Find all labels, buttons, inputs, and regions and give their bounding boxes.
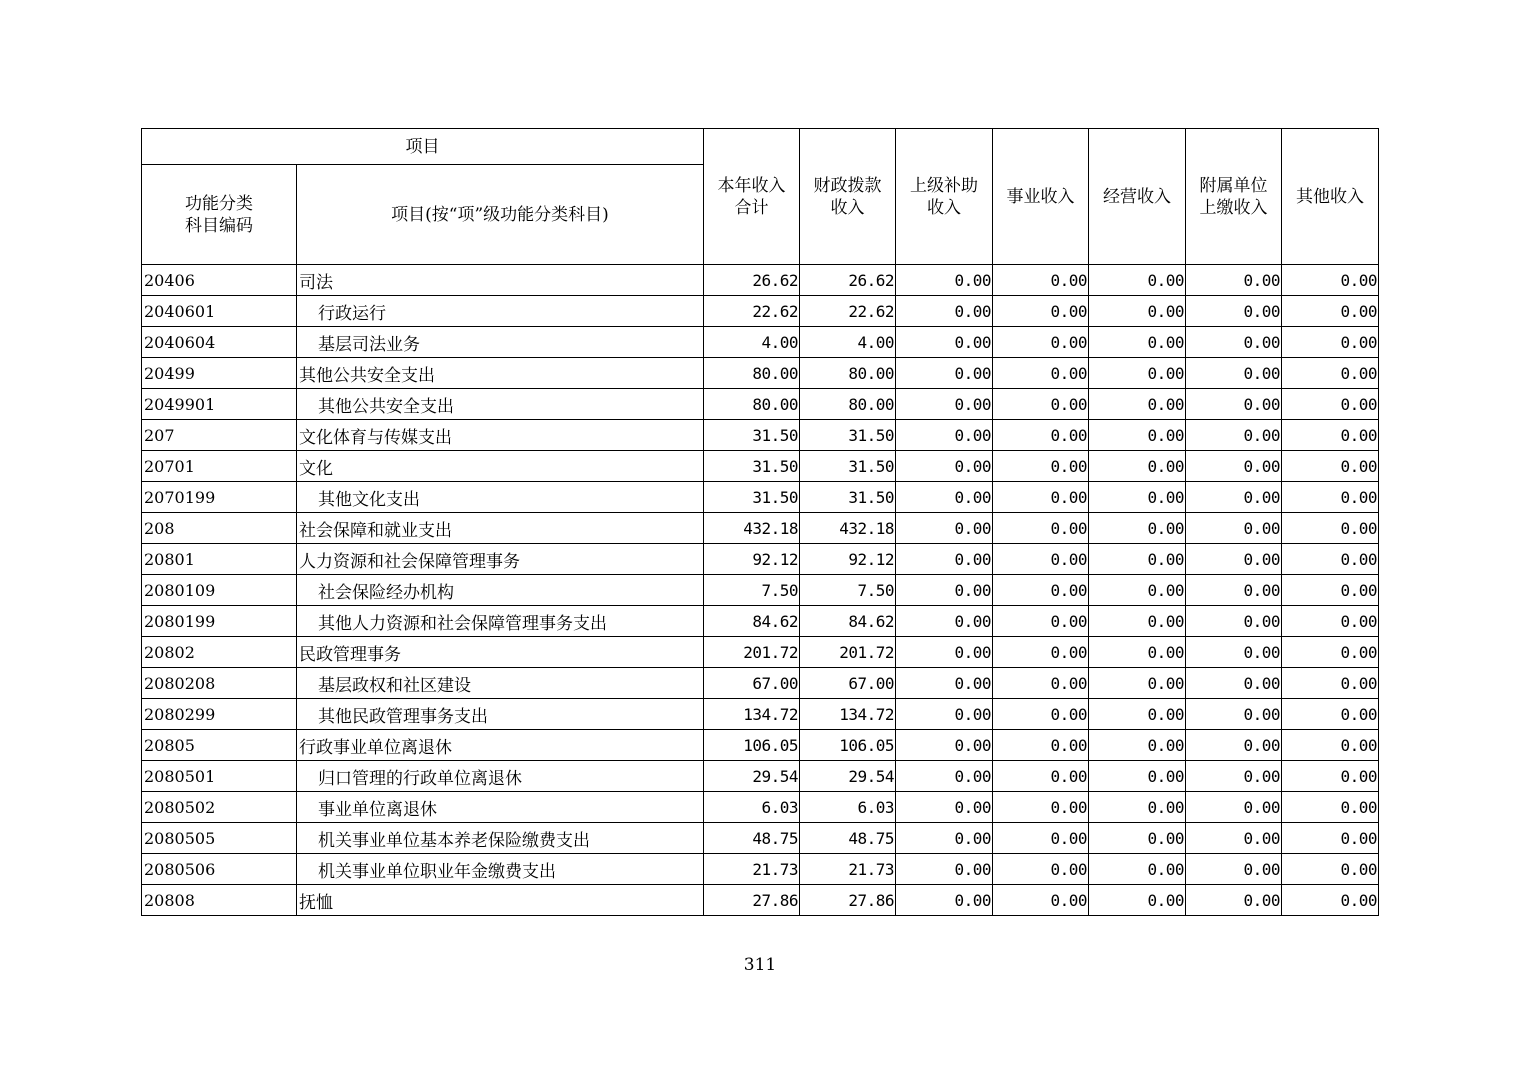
value-cell: 0.00 <box>993 668 1089 699</box>
value-cell: 0.00 <box>1089 327 1186 358</box>
value-cell: 0.00 <box>896 699 993 730</box>
value-cell: 0.00 <box>993 544 1089 575</box>
value-cell: 106.05 <box>800 730 896 761</box>
table-row <box>142 637 1379 668</box>
value-cell: 0.00 <box>896 792 993 823</box>
value-cell: 0.00 <box>896 823 993 854</box>
value-cell: 0.00 <box>896 854 993 885</box>
value-cell: 0.00 <box>1186 389 1282 420</box>
value-cell: 0.00 <box>1282 575 1379 606</box>
value-cell: 106.05 <box>704 730 800 761</box>
value-cell: 201.72 <box>704 637 800 668</box>
value-cell: 0.00 <box>1282 265 1379 296</box>
value-cell: 0.00 <box>896 513 993 544</box>
value-cell: 0.00 <box>993 513 1089 544</box>
value-cell: 0.00 <box>1282 606 1379 637</box>
value-cell: 0.00 <box>1186 296 1282 327</box>
value-cell: 29.54 <box>704 761 800 792</box>
value-cell: 27.86 <box>800 885 896 916</box>
value-cell: 0.00 <box>896 265 993 296</box>
header-total-income: 本年收入 合计 <box>704 129 800 265</box>
item-name-cell: 基层政权和社区建设 <box>297 668 704 699</box>
item-name-cell: 社会保险经办机构 <box>297 575 704 606</box>
value-cell: 92.12 <box>704 544 800 575</box>
value-cell: 0.00 <box>896 606 993 637</box>
value-cell: 0.00 <box>993 265 1089 296</box>
table-row <box>142 792 1379 823</box>
value-cell: 0.00 <box>896 296 993 327</box>
value-cell: 0.00 <box>1282 668 1379 699</box>
table-row <box>142 730 1379 761</box>
value-cell: 0.00 <box>1186 575 1282 606</box>
value-cell: 80.00 <box>704 358 800 389</box>
function-code-cell: 20801 <box>142 544 297 575</box>
value-cell: 0.00 <box>1089 885 1186 916</box>
value-cell: 0.00 <box>1089 420 1186 451</box>
value-cell: 0.00 <box>993 358 1089 389</box>
item-name-cell: 其他公共安全支出 <box>297 389 704 420</box>
value-cell: 0.00 <box>1186 792 1282 823</box>
value-cell: 7.50 <box>704 575 800 606</box>
value-cell: 22.62 <box>704 296 800 327</box>
value-cell: 0.00 <box>1089 730 1186 761</box>
function-code-cell: 2080506 <box>142 854 297 885</box>
value-cell: 0.00 <box>1186 451 1282 482</box>
value-cell: 0.00 <box>1089 451 1186 482</box>
value-cell: 0.00 <box>896 730 993 761</box>
table-row <box>142 358 1379 389</box>
value-cell: 0.00 <box>1282 451 1379 482</box>
value-cell: 0.00 <box>1282 482 1379 513</box>
value-cell: 0.00 <box>1089 265 1186 296</box>
value-cell: 84.62 <box>800 606 896 637</box>
item-name-cell: 社会保障和就业支出 <box>297 513 704 544</box>
value-cell: 6.03 <box>800 792 896 823</box>
item-name-cell: 其他文化支出 <box>297 482 704 513</box>
value-cell: 0.00 <box>993 823 1089 854</box>
header-item-group: 项目 <box>142 129 704 165</box>
page-number: 311 <box>743 955 777 975</box>
item-name-cell: 行政运行 <box>297 296 704 327</box>
value-cell: 27.86 <box>704 885 800 916</box>
function-code-cell: 208 <box>142 513 297 544</box>
function-code-cell: 20406 <box>142 265 297 296</box>
value-cell: 0.00 <box>1186 699 1282 730</box>
value-cell: 48.75 <box>704 823 800 854</box>
item-name-cell: 归口管理的行政单位离退休 <box>297 761 704 792</box>
item-name-cell: 其他民政管理事务支出 <box>297 699 704 730</box>
value-cell: 0.00 <box>993 420 1089 451</box>
value-cell: 201.72 <box>800 637 896 668</box>
value-cell: 0.00 <box>1282 761 1379 792</box>
item-name-cell: 文化体育与传媒支出 <box>297 420 704 451</box>
function-code-cell: 2080109 <box>142 575 297 606</box>
function-code-cell: 20701 <box>142 451 297 482</box>
value-cell: 0.00 <box>1282 358 1379 389</box>
header-other-income: 其他收入 <box>1282 129 1379 265</box>
value-cell: 0.00 <box>896 637 993 668</box>
function-code-cell: 2080208 <box>142 668 297 699</box>
function-code-cell: 2080505 <box>142 823 297 854</box>
table-row <box>142 544 1379 575</box>
table-row <box>142 854 1379 885</box>
table-row <box>142 265 1379 296</box>
value-cell: 26.62 <box>704 265 800 296</box>
item-name-cell: 民政管理事务 <box>297 637 704 668</box>
table-row <box>142 420 1379 451</box>
item-name-cell: 司法 <box>297 265 704 296</box>
item-name-cell: 行政事业单位离退休 <box>297 730 704 761</box>
item-name-cell: 人力资源和社会保障管理事务 <box>297 544 704 575</box>
function-code-cell: 2080501 <box>142 761 297 792</box>
value-cell: 0.00 <box>896 420 993 451</box>
value-cell: 134.72 <box>704 699 800 730</box>
value-cell: 0.00 <box>1282 730 1379 761</box>
table-row <box>142 451 1379 482</box>
function-code-cell: 2040604 <box>142 327 297 358</box>
value-cell: 0.00 <box>896 358 993 389</box>
value-cell: 0.00 <box>993 761 1089 792</box>
value-cell: 0.00 <box>1186 482 1282 513</box>
table-body <box>142 265 1379 916</box>
table-row <box>142 389 1379 420</box>
value-cell: 432.18 <box>704 513 800 544</box>
value-cell: 0.00 <box>993 637 1089 668</box>
value-cell: 7.50 <box>800 575 896 606</box>
table-row <box>142 885 1379 916</box>
value-cell: 31.50 <box>800 482 896 513</box>
item-name-cell: 文化 <box>297 451 704 482</box>
function-code-cell: 20805 <box>142 730 297 761</box>
function-code-cell: 2049901 <box>142 389 297 420</box>
function-code-cell: 2080199 <box>142 606 297 637</box>
value-cell: 0.00 <box>1089 606 1186 637</box>
value-cell: 0.00 <box>993 885 1089 916</box>
value-cell: 0.00 <box>896 544 993 575</box>
value-cell: 0.00 <box>1186 327 1282 358</box>
value-cell: 0.00 <box>1186 544 1282 575</box>
table-row <box>142 606 1379 637</box>
value-cell: 29.54 <box>800 761 896 792</box>
value-cell: 0.00 <box>1186 637 1282 668</box>
item-name-cell: 事业单位离退休 <box>297 792 704 823</box>
value-cell: 0.00 <box>1282 420 1379 451</box>
value-cell: 432.18 <box>800 513 896 544</box>
value-cell: 0.00 <box>1282 854 1379 885</box>
value-cell: 0.00 <box>993 606 1089 637</box>
value-cell: 134.72 <box>800 699 896 730</box>
value-cell: 0.00 <box>1186 885 1282 916</box>
value-cell: 80.00 <box>704 389 800 420</box>
table-row <box>142 761 1379 792</box>
value-cell: 0.00 <box>1186 761 1282 792</box>
table-row <box>142 575 1379 606</box>
value-cell: 0.00 <box>993 451 1089 482</box>
value-cell: 0.00 <box>1186 606 1282 637</box>
function-code-cell: 2080299 <box>142 699 297 730</box>
value-cell: 0.00 <box>896 327 993 358</box>
value-cell: 21.73 <box>704 854 800 885</box>
value-cell: 0.00 <box>1186 358 1282 389</box>
value-cell: 31.50 <box>704 482 800 513</box>
value-cell: 0.00 <box>1089 513 1186 544</box>
value-cell: 0.00 <box>896 389 993 420</box>
function-code-cell: 2070199 <box>142 482 297 513</box>
value-cell: 0.00 <box>993 296 1089 327</box>
value-cell: 0.00 <box>1282 637 1379 668</box>
header-affiliate-remittance: 附属单位 上缴收入 <box>1186 129 1282 265</box>
value-cell: 0.00 <box>1089 637 1186 668</box>
table-row <box>142 699 1379 730</box>
table-row <box>142 327 1379 358</box>
value-cell: 0.00 <box>1282 327 1379 358</box>
header-business-income: 事业收入 <box>993 129 1089 265</box>
value-cell: 0.00 <box>1282 513 1379 544</box>
value-cell: 0.00 <box>1282 823 1379 854</box>
header-fiscal-appropriation: 财政拨款 收入 <box>800 129 896 265</box>
value-cell: 0.00 <box>1089 482 1186 513</box>
value-cell: 0.00 <box>993 699 1089 730</box>
header-operating-income: 经营收入 <box>1089 129 1186 265</box>
value-cell: 0.00 <box>1186 513 1282 544</box>
value-cell: 0.00 <box>1186 668 1282 699</box>
value-cell: 0.00 <box>1089 854 1186 885</box>
value-cell: 31.50 <box>704 420 800 451</box>
value-cell: 0.00 <box>1089 544 1186 575</box>
value-cell: 0.00 <box>1089 358 1186 389</box>
value-cell: 0.00 <box>1282 792 1379 823</box>
value-cell: 4.00 <box>704 327 800 358</box>
table-row <box>142 296 1379 327</box>
value-cell: 0.00 <box>1186 823 1282 854</box>
value-cell: 0.00 <box>1089 296 1186 327</box>
income-summary-table <box>141 128 1379 916</box>
value-cell: 80.00 <box>800 358 896 389</box>
table-row <box>142 513 1379 544</box>
value-cell: 67.00 <box>800 668 896 699</box>
value-cell: 0.00 <box>1089 761 1186 792</box>
value-cell: 0.00 <box>1089 699 1186 730</box>
value-cell: 0.00 <box>993 327 1089 358</box>
value-cell: 0.00 <box>1089 575 1186 606</box>
value-cell: 0.00 <box>896 575 993 606</box>
item-name-cell: 抚恤 <box>297 885 704 916</box>
value-cell: 22.62 <box>800 296 896 327</box>
function-code-cell: 20808 <box>142 885 297 916</box>
value-cell: 6.03 <box>704 792 800 823</box>
value-cell: 0.00 <box>1089 668 1186 699</box>
value-cell: 0.00 <box>1186 265 1282 296</box>
value-cell: 0.00 <box>1089 792 1186 823</box>
header-superior-subsidy: 上级补助 收入 <box>896 129 993 265</box>
value-cell: 31.50 <box>800 451 896 482</box>
value-cell: 26.62 <box>800 265 896 296</box>
value-cell: 67.00 <box>704 668 800 699</box>
value-cell: 0.00 <box>896 668 993 699</box>
value-cell: 0.00 <box>896 482 993 513</box>
value-cell: 0.00 <box>1186 730 1282 761</box>
function-code-cell: 20802 <box>142 637 297 668</box>
table-row <box>142 482 1379 513</box>
value-cell: 0.00 <box>896 761 993 792</box>
value-cell: 0.00 <box>1186 854 1282 885</box>
value-cell: 0.00 <box>993 575 1089 606</box>
value-cell: 0.00 <box>1089 823 1186 854</box>
value-cell: 92.12 <box>800 544 896 575</box>
value-cell: 84.62 <box>704 606 800 637</box>
value-cell: 0.00 <box>896 885 993 916</box>
value-cell: 0.00 <box>1282 389 1379 420</box>
value-cell: 0.00 <box>993 730 1089 761</box>
value-cell: 0.00 <box>993 792 1089 823</box>
value-cell: 31.50 <box>800 420 896 451</box>
item-name-cell: 其他公共安全支出 <box>297 358 704 389</box>
value-cell: 0.00 <box>993 854 1089 885</box>
item-name-cell: 基层司法业务 <box>297 327 704 358</box>
item-name-cell: 机关事业单位基本养老保险缴费支出 <box>297 823 704 854</box>
function-code-cell: 2080502 <box>142 792 297 823</box>
value-cell: 31.50 <box>704 451 800 482</box>
value-cell: 0.00 <box>993 389 1089 420</box>
value-cell: 0.00 <box>896 451 993 482</box>
value-cell: 48.75 <box>800 823 896 854</box>
function-code-cell: 2040601 <box>142 296 297 327</box>
function-code-cell: 207 <box>142 420 297 451</box>
item-name-cell: 机关事业单位职业年金缴费支出 <box>297 854 704 885</box>
value-cell: 4.00 <box>800 327 896 358</box>
header-item-name: 项目(按“项”级功能分类科目) <box>297 165 704 265</box>
value-cell: 0.00 <box>1282 296 1379 327</box>
value-cell: 0.00 <box>1089 389 1186 420</box>
header-function-code: 功能分类 科目编码 <box>142 165 297 265</box>
value-cell: 0.00 <box>1282 544 1379 575</box>
value-cell: 0.00 <box>1186 420 1282 451</box>
table-row <box>142 823 1379 854</box>
value-cell: 21.73 <box>800 854 896 885</box>
function-code-cell: 20499 <box>142 358 297 389</box>
value-cell: 80.00 <box>800 389 896 420</box>
value-cell: 0.00 <box>1282 885 1379 916</box>
value-cell: 0.00 <box>1282 699 1379 730</box>
item-name-cell: 其他人力资源和社会保障管理事务支出 <box>297 606 704 637</box>
table-header <box>142 129 1379 265</box>
table-row <box>142 668 1379 699</box>
value-cell: 0.00 <box>993 482 1089 513</box>
